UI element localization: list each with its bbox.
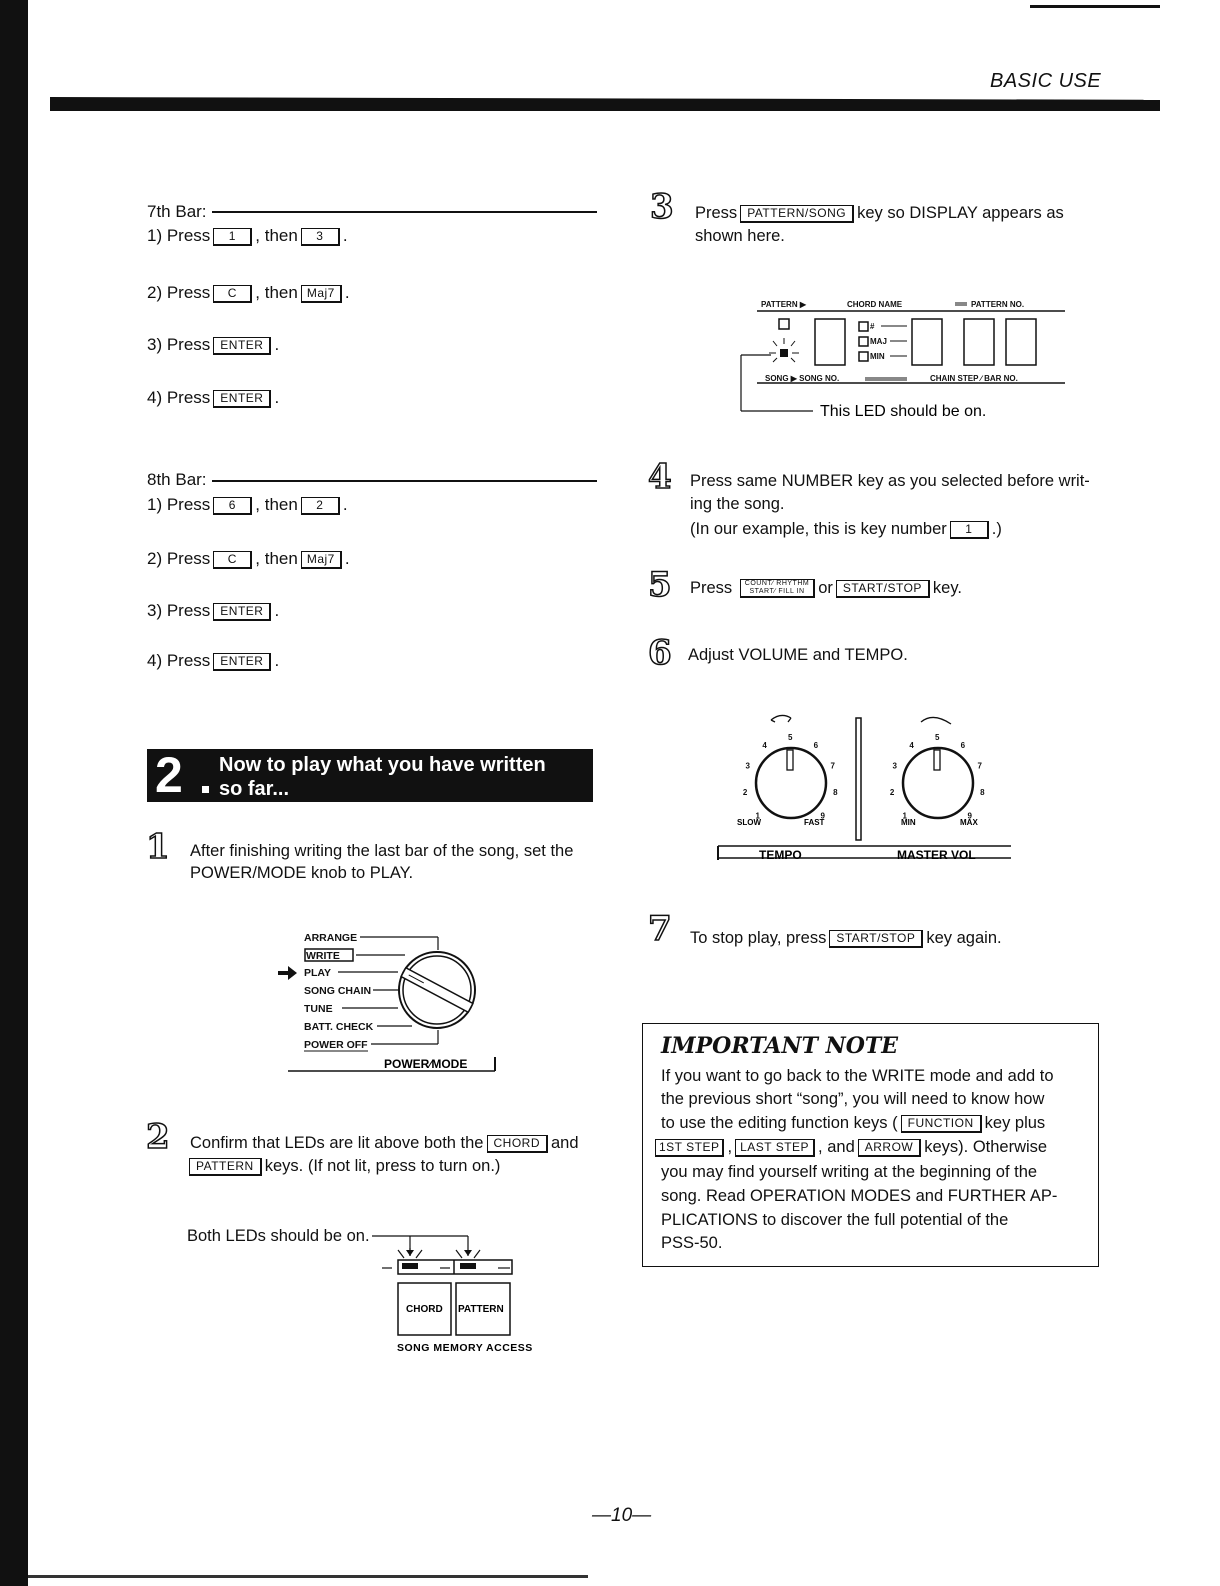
last-step-key[interactable]: LAST STEP [735,1139,815,1157]
tempo-volume-dials-diagram [715,708,1025,868]
led-key-chord: CHORD [406,1304,443,1315]
display-top-right: PATTERN NO. [971,300,1025,309]
key-c[interactable]: C [213,551,252,569]
bar7-step-1: 1) Press 1 , then 3 . [147,226,348,245]
step-1-number: 1 [146,827,170,867]
tempo-tick-3: 3 [745,761,750,771]
key-6[interactable]: 6 [213,497,252,515]
start-stop-key[interactable]: START/STOP [829,930,923,948]
bar7-rule [212,211,597,213]
section-2-banner [147,749,593,802]
tempo-tick-7: 7 [830,761,835,771]
vol-tick-1: 1 [902,811,907,821]
key-enter[interactable]: ENTER [213,603,271,621]
pattern-led-off-icon [779,319,789,329]
important-note-box [642,1023,1099,1267]
tempo-tick-5: 5 [788,733,793,742]
note-line-8: PSS-50. [661,1234,723,1252]
song-memory-access-label: SONG MEMORY ACCESS [397,1342,533,1354]
song-memory-access-diagram [370,1228,560,1358]
knob-label-play: PLAY [304,967,332,979]
step-4-line2: ing the song. [690,495,785,513]
tempo-rotate-arrow-icon [771,715,791,720]
key-3[interactable]: 3 [301,228,340,246]
step-6-text: Adjust VOLUME and TEMPO. [688,646,908,664]
display-bottom-right: CHAIN STEP ∕ BAR NO. [930,374,1018,383]
step-6-number: 6 [648,633,672,673]
step-7-number: 7 [648,909,672,949]
step-1-line2: POWER/MODE knob to PLAY. [190,864,414,882]
pattern-led-icon [460,1263,476,1269]
lcd-display-diagram [735,292,1075,422]
step-2-number: 2 [146,1117,170,1157]
song-led-on-icon [780,349,788,357]
step-3-number: 3 [650,187,674,227]
bar8-step-2: 2) Press C , then Maj7 . [147,549,350,568]
note-line-2: the previous short “song”, you will need to know how [661,1090,1045,1108]
knob-pointer-arrow-icon [278,966,297,980]
tempo-tick-8: 8 [833,788,838,797]
bar7-step-2: 2) Press C , then Maj7 . [147,283,350,302]
knob-label-tune: TUNE [304,1003,333,1015]
display-led-caption: This LED should be on. [820,403,987,420]
step-4-line3: (In our example, this is key number 1 .) [690,520,1002,538]
key-2[interactable]: 2 [301,497,340,515]
vol-tick-6: 6 [960,740,966,750]
knob-label-power-off: POWER OFF [304,1039,368,1051]
display-top-left: PATTERN ▶ [761,300,806,309]
bar7-step-4: 4) Press ENTER . [147,388,280,407]
tempo-min-label: SLOW [737,818,761,827]
key-1[interactable]: 1 [213,228,252,246]
knob-label-song-chain: SONG CHAIN [304,985,372,997]
vol-tick-7: 7 [977,761,982,771]
start-stop-key[interactable]: START/STOP [836,580,930,598]
tempo-dial [756,715,826,818]
tempo-tick-2: 2 [742,788,748,797]
step-7-line: To stop play, press START/STOP key again. [690,929,1002,947]
step-4-number: 4 [648,457,672,497]
volume-rotate-arrow-icon [921,717,951,724]
tempo-tick-4: 4 [762,740,767,750]
display-sym1: # [870,322,875,331]
top-right-stroke [1030,5,1160,8]
key-maj7[interactable]: Maj7 [301,285,342,303]
note-line-5: you may find yourself writing at the beginning of the [661,1163,1038,1181]
key-enter[interactable]: ENTER [213,653,271,671]
bar8-step-4: 4) Press ENTER . [147,651,280,670]
tempo-max-label: FAST [804,818,825,827]
tempo-tick-1: 1 [755,811,760,821]
knob-label-batt-check: BATT. CHECK [304,1021,374,1033]
vol-tick-9: 9 [967,811,972,821]
vol-tick-2: 2 [889,788,895,797]
knob-caption: POWER∕MODE [384,1057,468,1071]
key-enter[interactable]: ENTER [213,337,271,355]
page-number: —10— [592,1505,652,1526]
note-line-7: PLICATIONS to discover the full potential of the [661,1211,1009,1229]
chord-key[interactable]: CHORD [487,1135,549,1153]
note-line-4: 1ST STEP , LAST STEP , and ARROW keys). Otherwise [655,1135,1047,1159]
bar8-step-3: 3) Press ENTER . [147,601,280,620]
note-line-3: to use the editing function keys ( FUNCTION key plus [661,1114,1046,1132]
section-2-line1: Now to play what you have written [219,754,546,776]
vol-tick-5: 5 [935,733,940,742]
led-key-pattern: PATTERN [458,1304,504,1315]
section-2-number: 2 [155,747,183,803]
knob-label-write: WRITE [306,950,340,962]
step-5-line: Press COUNT∕ RHYTHM START∕ FILL IN or START/STOP key. [690,579,962,597]
vol-tick-4: 4 [909,740,914,750]
step-2-line1: Confirm that LEDs are lit above both the CHORD and [190,1134,579,1152]
arrow-key[interactable]: ARROW [858,1139,922,1157]
step-1-line1: After finishing writing the last bar of the song, set the [190,842,574,860]
key-1[interactable]: 1 [950,521,989,539]
pattern-song-key[interactable]: PATTERN/SONG [740,205,854,223]
step-4-line1: Press same NUMBER key as you selected before writ- [690,472,1090,490]
section-title: BASIC USE [990,70,1102,92]
vol-tick-8: 8 [980,788,985,797]
step-2-line2: PATTERN keys. (If not lit, press to turn on.) [186,1155,500,1177]
step-3-line1: Press PATTERN/SONG key so DISPLAY appears as [695,204,1064,222]
volume-max-label: MAX [960,818,978,827]
bar8-heading: 8th Bar: [147,470,207,489]
display-sym3: MIN [870,352,885,361]
power-mode-knob-diagram [270,925,510,1075]
first-step-key[interactable]: 1ST STEP [655,1139,724,1157]
key-c[interactable]: C [213,285,252,303]
step-5-number: 5 [648,565,672,605]
section-2-line2: so far... [219,778,290,800]
knob-label-arrange: ARRANGE [304,932,358,944]
tempo-label: TEMPO [759,848,802,862]
display-sym2: MAJ [870,337,887,346]
function-key[interactable]: FUNCTION [901,1115,982,1133]
volume-min-label: MIN [901,818,916,827]
bottom-edge [28,1575,588,1578]
top-header-bar [50,97,1160,111]
tempo-tick-6: 6 [813,740,819,750]
bar7-step-3: 3) Press ENTER . [147,335,280,354]
chord-led-icon [402,1263,418,1269]
section-2-bullet [202,786,209,793]
key-maj7[interactable]: Maj7 [301,551,342,569]
display-top-mid: CHORD NAME [847,300,903,309]
bar8-step-1: 1) Press 6 , then 2 . [147,495,348,514]
bar7-heading: 7th Bar: [147,202,207,221]
note-line-1: If you want to go back to the WRITE mode and add to [661,1067,1054,1085]
leds-caption: Both LEDs should be on. [187,1227,370,1245]
vol-tick-3: 3 [892,761,897,771]
display-bottom-left: SONG ▶ SONG NO. [765,374,840,383]
key-enter[interactable]: ENTER [213,390,271,408]
note-line-6: song. Read OPERATION MODES and FURTHER AP- [661,1187,1058,1205]
step-3-line2: shown here. [695,227,785,245]
bar8-rule [212,480,597,482]
binding-edge [0,0,28,1586]
count-start-rhythm-fill-key[interactable]: COUNT∕ RHYTHM START∕ FILL IN [740,579,815,598]
pattern-key[interactable]: PATTERN [189,1158,262,1176]
master-vol-label: MASTER VOL [897,848,976,862]
important-note-title: IMPORTANT NOTE [661,1033,899,1059]
tempo-tick-9: 9 [820,811,825,821]
